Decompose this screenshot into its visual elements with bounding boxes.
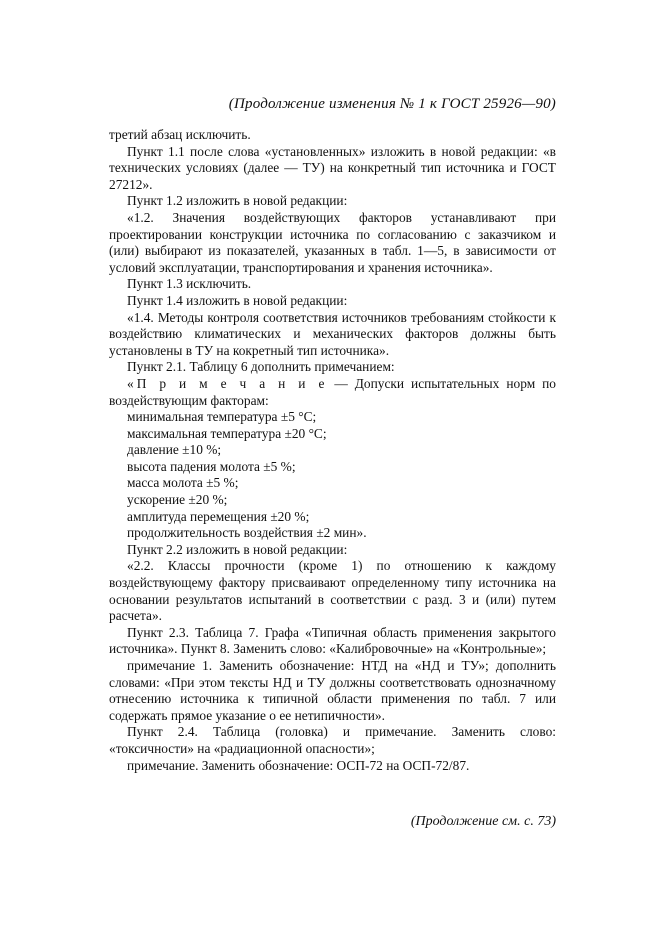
list-item: ускорение ±20 %;	[127, 492, 228, 508]
page-header: (Продолжение изменения № 1 к ГОСТ 25926—90)	[228, 96, 556, 112]
list-item: продолжительность воздействия ±2 мин».	[127, 525, 367, 541]
list-item: масса молота ±5 %;	[127, 475, 239, 491]
paragraph: примечание. Заменить обозначение: ОСП-72 на ОСП-72/87.	[127, 757, 470, 773]
list-item: высота падения молота ±5 %;	[127, 458, 296, 474]
paragraph: Пункт 1.1 после слова «установленных» изложить в новой редакции: «в технических условиях (далее — ТУ) на конкретный тип источника и ГОСТ 27212».	[109, 143, 556, 192]
paragraph: Пункт 1.2 изложить в новой редакции:	[127, 193, 348, 209]
paragraph: третий абзац исключить.	[109, 127, 251, 142]
list-item: давление ±10 %;	[127, 442, 222, 458]
paragraph: Пункт 1.3 исключить.	[127, 276, 252, 292]
document-page	[109, 96, 556, 830]
paragraph: Пункт 2.3. Таблица 7. Графа «Типичная область применения закрытого источника». Пункт 8. Заменить слово: «Калибровочные» на «Контрольные»;	[109, 624, 556, 657]
list-item: амплитуда перемещения ±20 %;	[127, 508, 310, 524]
list-item: максимальная температура ±20 °С;	[127, 425, 327, 441]
document-body	[109, 127, 556, 774]
list-item: минимальная температура ±5 °С;	[127, 409, 317, 425]
paragraph: Пункт 2.2 изложить в новой редакции:	[127, 541, 348, 557]
paragraph: «2.2. Классы прочности (кроме 1) по отношению к каждому воздействующему фактору присваивают определенному типу источника на основании результатов испытаний в соответствии с разд. 3 и (или) путем расчета».	[109, 558, 556, 624]
paragraph: примечание 1. Заменить обозначение: НТД на «НД и ТУ»; дополнить словами: «При этом тексты НД и ТУ должны соответствовать однозначному отнесению источника к типичной области применения по табл. 7 или содержать прямое указание о ее нетипичности».	[109, 658, 556, 723]
page-footer: (Продолжение см. с. 73)	[410, 814, 556, 830]
note-text: — Допуски испытательных норм по воздействующим факторам:	[109, 375, 557, 408]
note-lead: «П р и м е ч а н и е	[127, 375, 328, 391]
paragraph: «1.2. Значения воздействующих факторов устанавливают при проектировании конструкции источника по согласованию с заказчиком и (или) выбирают из показателей, указанных в табл. 1—5, в зависимости от условий эксплуатации, транспортирования и хранения источника».	[109, 209, 556, 275]
paragraph: Пункт 2.4. Таблица (головка) и примечание. Заменить слово: «токсичности» на «радиационной опасности»;	[109, 724, 556, 756]
note-paragraph	[109, 376, 556, 409]
paragraph: «1.4. Методы контроля соответствия источников требованиям стойкости к воздействию климатических и механических факторов должны быть установлены в ТУ на кокретный тип источника».	[109, 309, 556, 358]
paragraph: Пункт 2.1. Таблицу 6 дополнить примечанием:	[127, 359, 395, 375]
paragraph: Пункт 1.4 изложить в новой редакции:	[127, 292, 348, 308]
